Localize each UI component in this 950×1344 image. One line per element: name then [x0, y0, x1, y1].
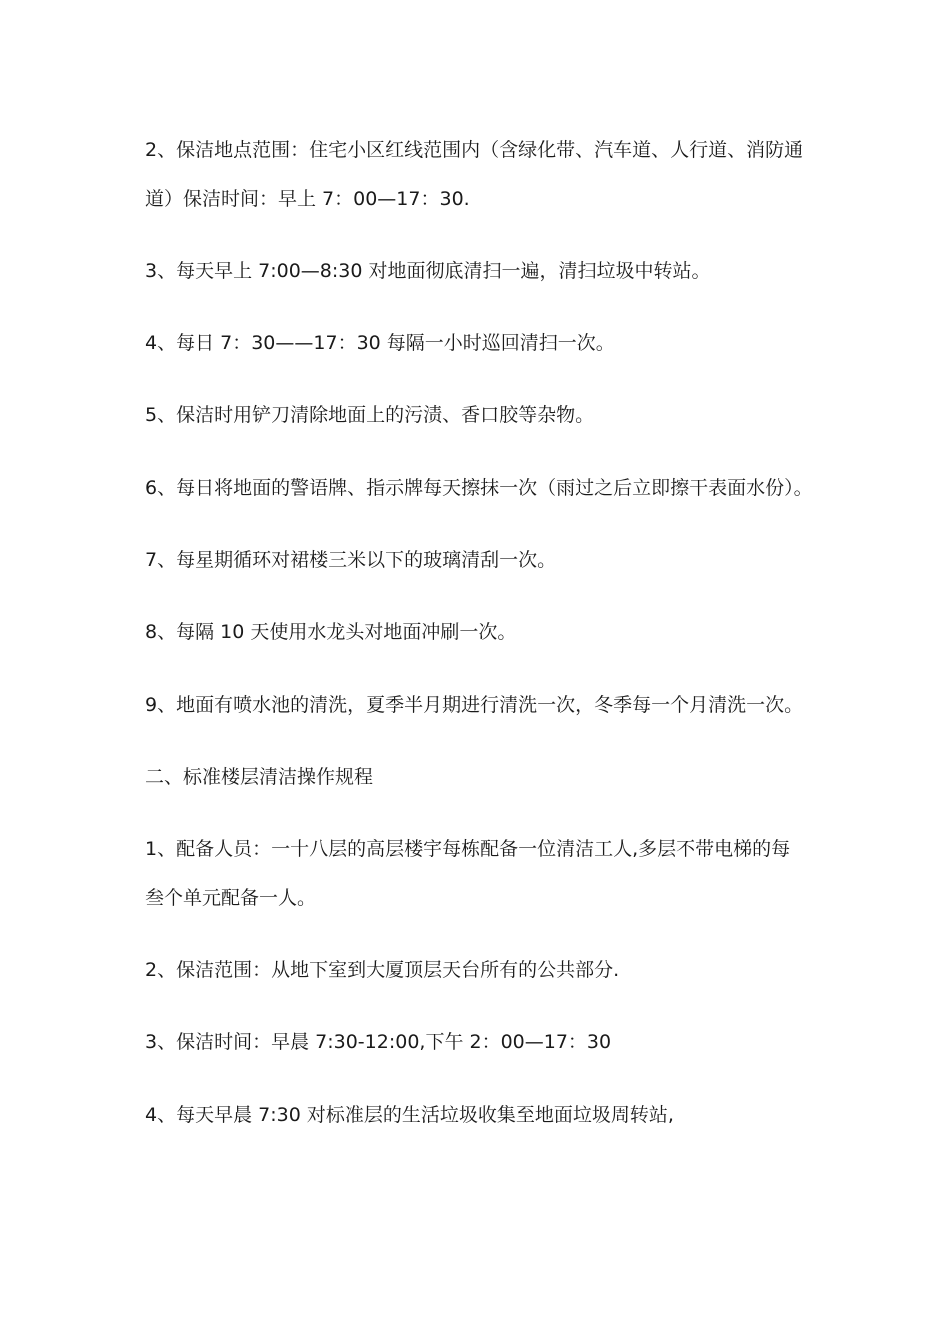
paragraph-garbage-collection — [145, 1091, 835, 1140]
paragraph-line: 6、每日将地面的警语牌、指示牌每天擦抹一次（雨过之后立即擦干表面水份）。 — [145, 477, 813, 499]
paragraph-line: 7、每星期循环对裙楼三米以下的玻璃清刮一次。 — [145, 549, 557, 571]
paragraph-line: 二、标准楼层清洁操作规程 — [145, 766, 374, 788]
paragraph-line: 道）保洁时间：早上 7：00—17：30. — [145, 188, 470, 210]
paragraph-line: 1、配备人员：一十八层的高层楼宇每栋配备一位清洁工人,多层不带电梯的每 — [145, 838, 791, 860]
paragraph-line: 叁个单元配备一人。 — [145, 887, 317, 909]
paragraph-staffing — [145, 825, 835, 923]
paragraph-line: 3、保洁时间：早晨 7:30-12:00,下午 2：00—17：30 — [145, 1031, 612, 1053]
paragraph-item-3 — [145, 247, 835, 296]
paragraph-line: 2、保洁范围：从地下室到大厦顶层天台所有的公共部分. — [145, 959, 620, 981]
paragraph-item-5 — [145, 391, 835, 440]
paragraph-line: 2、保洁地点范围：住宅小区红线范围内（含绿化带、汽车道、人行道、消防通 — [145, 139, 804, 161]
paragraph-line: 5、保洁时用铲刀清除地面上的污渍、香口胶等杂物。 — [145, 404, 595, 426]
paragraph-item-9 — [145, 681, 835, 730]
paragraph-scope — [145, 126, 835, 224]
paragraph-line: 9、地面有喷水池的清洗，夏季半月期进行清洗一次，冬季每一个月清洗一次。 — [145, 694, 804, 716]
paragraph-cleaning-range — [145, 946, 835, 995]
paragraph-item-8 — [145, 608, 835, 657]
paragraph-item-7 — [145, 536, 835, 585]
paragraph-line: 4、每天早晨 7:30 对标准层的生活垃圾收集至地面垃圾周转站, — [145, 1104, 674, 1126]
paragraph-cleaning-time — [145, 1018, 835, 1067]
paragraph-item-4 — [145, 319, 835, 368]
paragraph-item-6 — [145, 464, 835, 513]
paragraph-line: 3、每天早上 7:00—8:30 对地面彻底清扫一遍，清扫垃圾中转站。 — [145, 260, 711, 282]
section-heading — [145, 753, 835, 802]
paragraph-line: 8、每隔 10 天使用水龙头对地面冲刷一次。 — [145, 621, 517, 643]
paragraph-line: 4、每日 7：30——17：30 每隔一小时巡回清扫一次。 — [145, 332, 615, 354]
